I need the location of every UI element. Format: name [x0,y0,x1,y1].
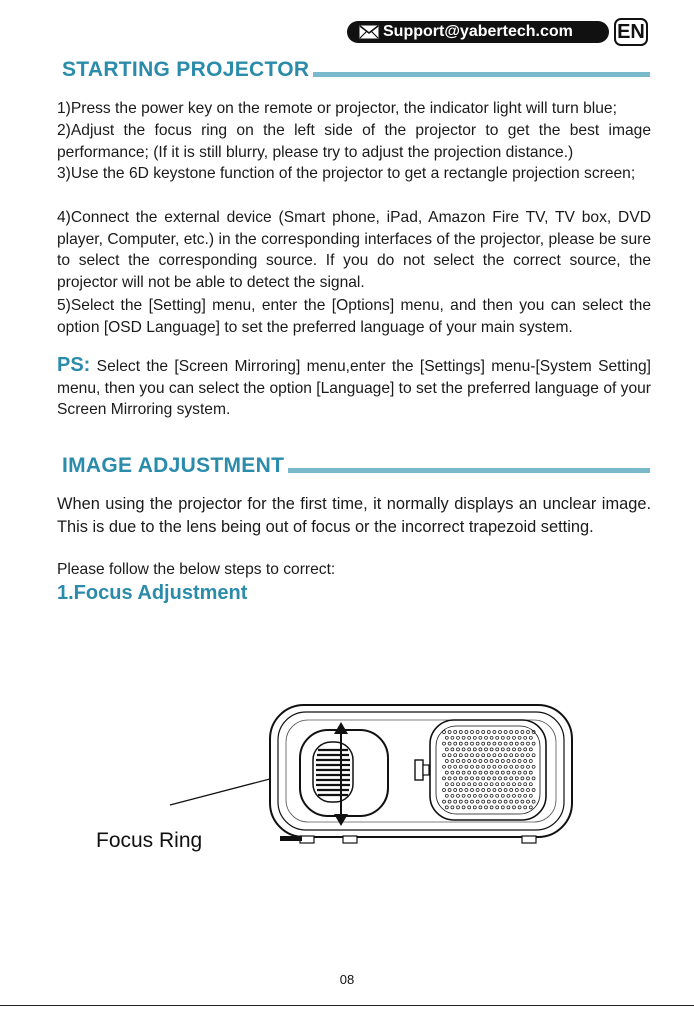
heading-rule [288,468,650,473]
ps-note [57,355,651,421]
section-heading-image-adjustment [62,455,650,477]
step-4: 4)Connect the external device (Smart phone, iPad, Amazon Fire TV, TV box, DVD player, Computer, etc.) in the corresponding interfaces of the projector, please be sure to select the corresponding source. If you do not select the correct source, the projector will not be able to detect the signal. [57,209,651,291]
step-1: 1)Press the power key on the remote or projector, the indicator light will turn blue; [57,100,617,117]
ps-text: Select the [Screen Mirroring] menu,enter the [Settings] menu-[System Setting] menu, then you can select the option [Language] to set the preferred language of your Screen Mirroring system. [57,358,651,419]
step-5: 5)Select the [Setting] menu, enter the [Options] menu, and then you can select the option [OSD Language] to set the preferred language of your main system. [57,297,651,336]
envelope-icon [359,25,379,39]
bottom-rule [0,1005,694,1006]
support-email-banner [347,21,609,43]
page-number: 08 [339,972,355,987]
focus-ring-label: Focus Ring [96,829,203,852]
language-badge: EN [614,18,648,46]
step-2: 2)Adjust the focus ring on the left side of the projector to get the best image performance; (If it is still blurry, please try to adjust the projection distance.) [57,122,651,161]
section-title: STARTING PROJECTOR [62,58,310,81]
speaker-grille [430,720,546,820]
support-email-text: Support@yabertech.com [383,23,573,40]
ps-label: PS: [57,354,91,376]
section-title: IMAGE ADJUSTMENT [62,454,285,477]
focus-adjustment-heading: 1.Focus Adjustment [57,582,248,604]
heading-rule [313,72,650,77]
step-3: 3)Use the 6D keystone function of the projector to get a rectangle projection screen; [57,165,636,182]
section-heading-starting [62,59,650,81]
follow-steps-text: Please follow the below steps to correct: [57,561,336,578]
projector-illustration [160,700,590,850]
intro-paragraph: When using the projector for the first time, it normally displays an unclear image. This is due to the lens being out of focus or the incorrect trapezoid setting. [57,495,651,536]
